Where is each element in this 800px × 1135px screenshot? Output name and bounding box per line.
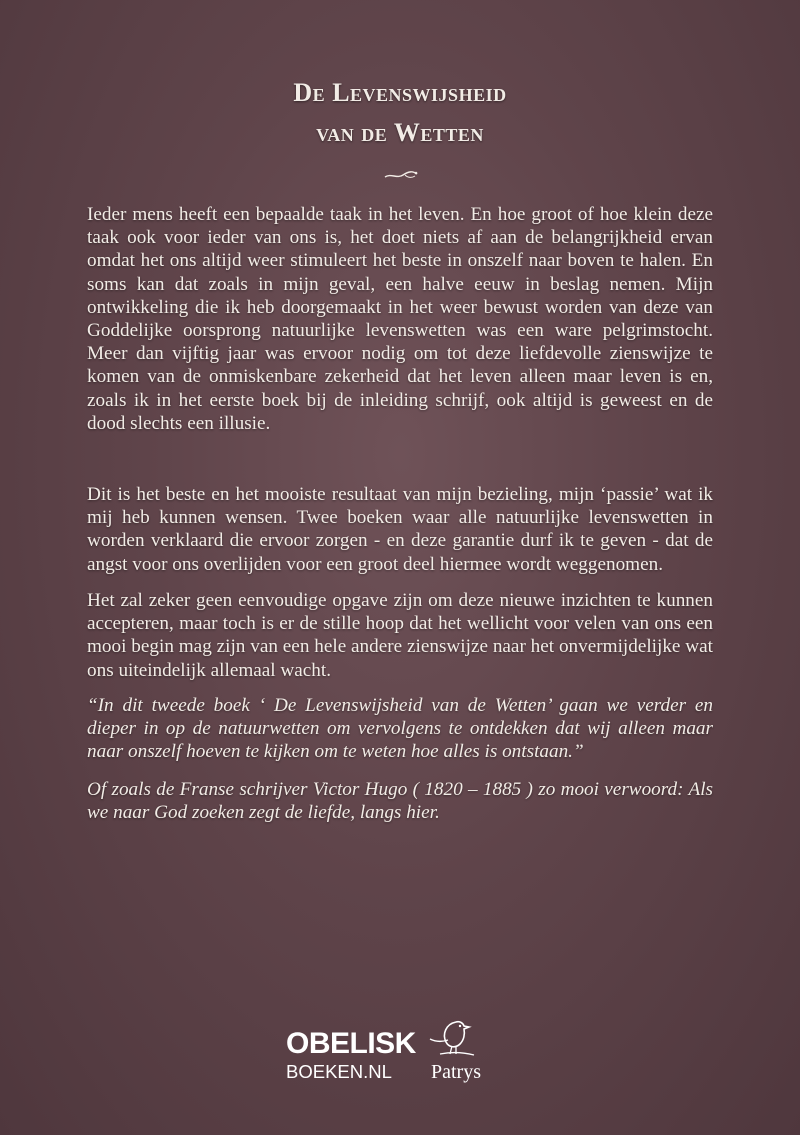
obelisk-logo-bottom: BOEKEN.NL	[286, 1061, 392, 1082]
title-line-1: De Levenswijsheid	[293, 78, 507, 107]
title-line-2: van de Wetten	[316, 118, 484, 147]
paragraph-3: Het zal zeker geen eenvoudige opgave zijn om deze nieuwe inzichten te kunnen accepteren, maar toch is er de stille hoop dat het wellicht voor velen van ons een mooi begin mag zijn van een hele andere zienswijze naar het onvermijdelijke wat ons uiteindelijk allemaal wacht.	[87, 590, 713, 681]
paragraph-2: Dit is het beste en het mooiste resultaat van mijn bezieling, mijn ‘passie’ wat ik mij heb kunnen wensen. Twee boeken waar alle natuurlijke levenswetten in worden verklaard die ervoor zorgen - en deze garantie durf ik te geven - dat de angst voor ons overlijden voor een groot deel hiermee wordt weggenomen.	[87, 484, 713, 575]
obelisk-logo	[286, 1027, 416, 1089]
bird-icon	[416, 1012, 496, 1062]
patrys-logo	[416, 1012, 496, 1092]
paragraph-1: Ieder mens heeft een bepaalde taak in het leven. En hoe groot of hoe klein deze taak ook voor ieder van ons is, het doet niets af aan de belangrijkheid ervan omdat het ons altijd weer stimuleert het beste in onszelf naar boven te halen. En soms kan dat zoals in mijn geval, een halve eeuw in beslag nemen. Mijn ontwikkeling die ik heb doorgemaakt in het weer bewust worden van deze van Goddelijke oorsprong natuurlijke levenswetten was een ware pelgrimstocht. Meer dan vijftig jaar was ervoor nodig om tot deze liefdevolle zienswijze te komen van de onmiskenbare zekerheid dat het leven alleen maar leven is en, zoals ik in het eerste boek bij de inleiding schrijf, ook altijd is geweest en de dood slechts een illusie.	[87, 204, 713, 434]
patrys-label: Patrys	[431, 1061, 481, 1083]
closing-paragraph: Of zoals de Franse schrijver Victor Hugo ( 1820 – 1885 ) zo mooi verwoord: Als we naar God zoeken zegt de liefde, langs hier.	[87, 779, 713, 824]
obelisk-logo-top: OBELISK	[286, 1027, 416, 1060]
ornament-flourish-icon	[383, 168, 419, 182]
quote-paragraph: “In dit tweede boek ‘ De Levenswijsheid van de Wetten’ gaan we verder en dieper in op de natuurwetten om vervolgens te ontdekken dat wij alleen maar naar onszelf hoeven te kijken om te weten hoe alles is ontstaan.”	[87, 695, 713, 763]
